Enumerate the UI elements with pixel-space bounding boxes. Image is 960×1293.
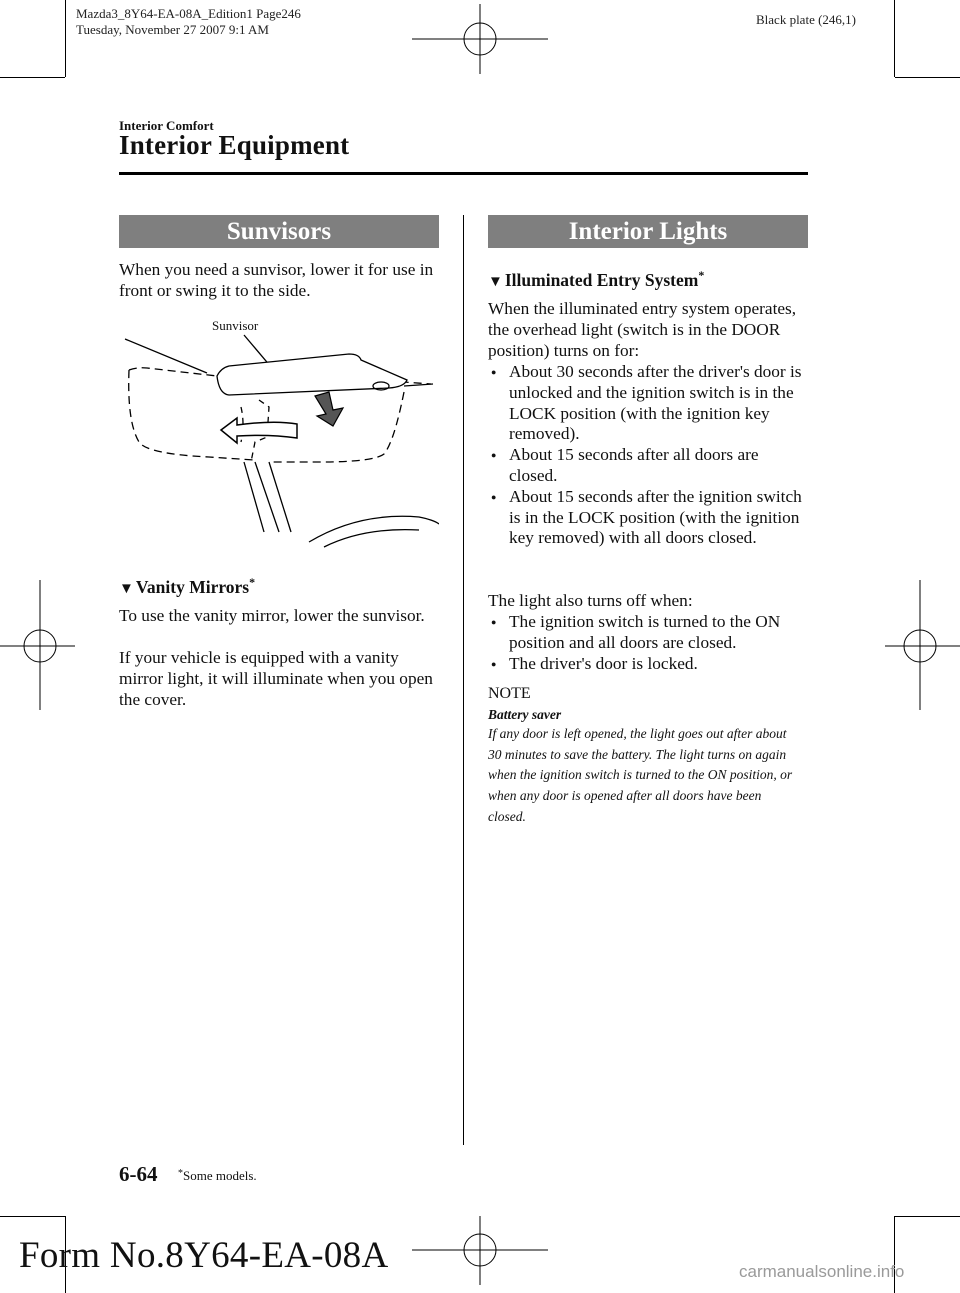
vanity-mirrors-heading (119, 571, 255, 600)
some-models-star-icon: * (178, 1168, 183, 1179)
form-number: Form No.8Y64-EA-08A (19, 1235, 389, 1276)
vanity-mirrors-para-2: If your vehicle is equipped with a vanity mirror light, it will illuminate when you open the cover. (119, 648, 433, 709)
sunvisors-intro: When you need a sunvisor, lower it for use in front or swing it to the side. (119, 260, 434, 300)
note-body: If any door is left opened, the light goes out after about 30 minutes to save the battery. The light turns on again when the ignition switch is turned to the ON position, or when any door is opened after all doors have been closed. (488, 726, 793, 824)
sunvisor-figure (119, 312, 439, 552)
file-info-line-1: Mazda3_8Y64-EA-08A_Edition1 Page246 (76, 6, 301, 21)
column-divider (463, 215, 464, 1145)
light-on-list (488, 362, 810, 549)
sunvisor-figure-label: Sunvisor (212, 318, 259, 333)
illuminated-entry-intro: When the illuminated entry system operates, the overhead light (switch is in the DOOR position) turns on for: (488, 299, 797, 360)
footer-note (178, 1168, 257, 1184)
sunvisors-banner: Sunvisors (119, 215, 439, 248)
interior-lights-banner: Interior Lights (488, 215, 808, 248)
some-models-star-icon: * (249, 575, 256, 589)
page-title: Interior Equipment (119, 130, 350, 160)
footer-note-text: Some models. (183, 1168, 257, 1183)
illuminated-entry-heading-text: Illuminated Entry System (504, 269, 699, 290)
page-number: 6-64 (119, 1162, 158, 1186)
list-item: ● The ignition switch is turned to the ON position and all doors are closed. (488, 612, 810, 654)
plate-label: Black plate (246,1) (756, 12, 856, 27)
note-title: Battery saver (488, 707, 562, 722)
list-item: ● About 15 seconds after all doors are closed. (488, 445, 810, 487)
list-item: ● About 30 seconds after the driver's door is unlocked and the ignition switch is in the LOCK position (with the ignition key removed). (488, 362, 810, 445)
list-item: ● The driver's door is locked. (488, 654, 810, 675)
illuminated-entry-heading (488, 264, 704, 293)
vanity-mirrors-heading-text: Vanity Mirrors (135, 576, 250, 597)
file-info-line-2: Tuesday, November 27 2007 9:1 AM (76, 22, 269, 37)
website-watermark: carmanualsonline.info (739, 1262, 905, 1281)
section-category: Interior Comfort (119, 118, 214, 133)
some-models-star-icon: * (698, 268, 705, 282)
triangle-marker-icon: ▼ (488, 273, 503, 290)
triangle-marker-icon: ▼ (119, 580, 134, 597)
light-off-list (488, 612, 810, 674)
vanity-mirrors-para-1: To use the vanity mirror, lower the sunvisor. (119, 606, 425, 625)
list-item: ● About 15 seconds after the ignition switch is in the LOCK position (with the ignition key removed) with all doors closed. (488, 487, 810, 549)
title-rule (119, 172, 808, 175)
note-label: NOTE (488, 685, 531, 702)
light-off-intro: The light also turns off when: (488, 591, 693, 610)
sunvisor-illustration (119, 312, 439, 552)
